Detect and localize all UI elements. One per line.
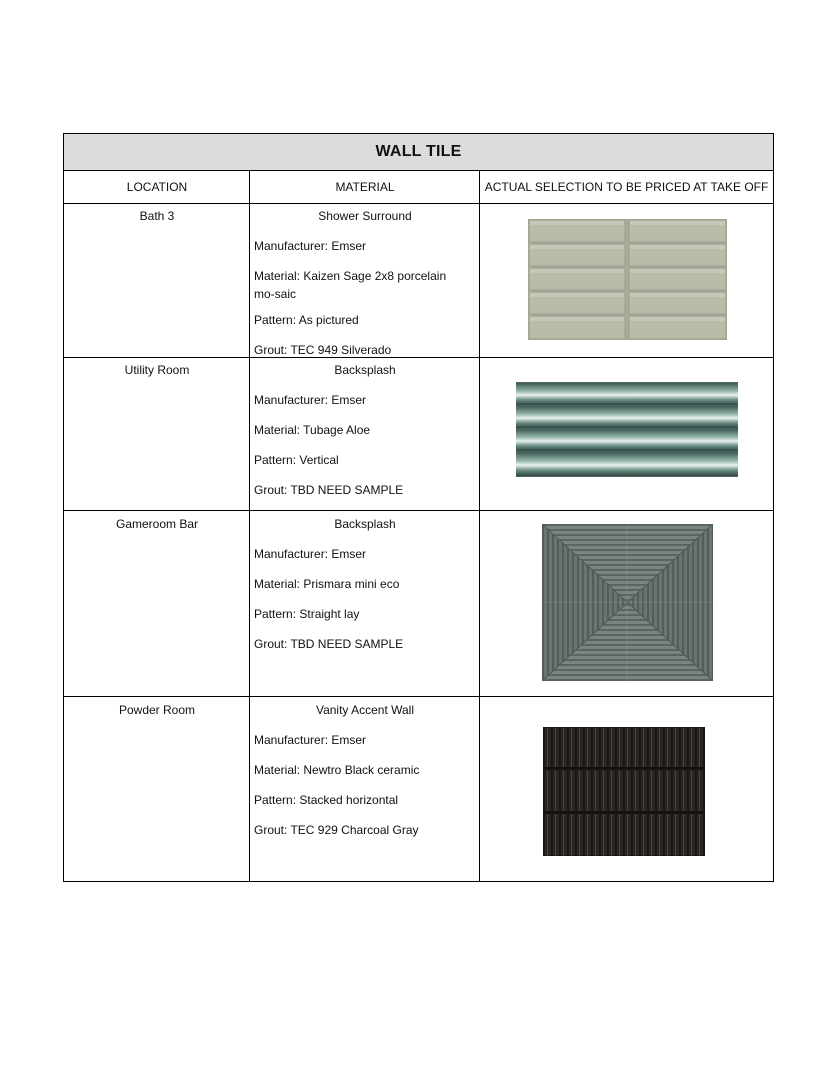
row-location: Bath 3: [139, 209, 175, 223]
material-cell: [250, 701, 480, 851]
material-cell: [250, 515, 480, 665]
header-material: MATERIAL: [335, 179, 395, 194]
pattern-text: Pattern: Stacked horizontal: [254, 793, 399, 807]
header-location: LOCATION: [126, 179, 188, 194]
material-text: Material: Tubage Aloe: [254, 423, 371, 437]
grout-text: Grout: TBD NEED SAMPLE: [254, 637, 404, 651]
row-location: Gameroom Bar: [115, 517, 199, 531]
material-cell: [250, 361, 480, 511]
prismara-mini-tile-image: [542, 524, 713, 681]
application-label: Shower Surround: [318, 209, 412, 223]
manufacturer-text: Manufacturer: Emser: [254, 393, 367, 407]
grout-text: Grout: TEC 949 Silverado: [254, 343, 392, 357]
pattern-text: Pattern: Straight lay: [254, 607, 360, 621]
tubage-aloe-tile-image: [516, 382, 738, 477]
manufacturer-text: Manufacturer: Emser: [254, 239, 367, 253]
material-text: Material: Kaizen Sage 2x8 porcelain mo-saic: [254, 269, 447, 301]
grout-text: Grout: TBD NEED SAMPLE: [254, 483, 404, 497]
material-text: Material: Prismara mini eco: [254, 577, 400, 591]
table-title: WALL TILE: [64, 134, 773, 171]
material-cell: [250, 207, 480, 371]
row-location: Powder Room: [118, 703, 196, 717]
wall-tile-table: [63, 133, 774, 882]
application-label: Vanity Accent Wall: [315, 703, 415, 717]
pattern-text: Pattern: Vertical: [254, 453, 339, 467]
manufacturer-text: Manufacturer: Emser: [254, 547, 367, 561]
row-divider: [64, 696, 773, 697]
row-location: Utility Room: [124, 363, 190, 377]
pattern-text: Pattern: As pictured: [254, 313, 359, 327]
newtro-black-tile-image: [543, 727, 705, 856]
row-divider: [64, 203, 773, 204]
header-selection: ACTUAL SELECTION TO BE PRICED AT TAKE OFF: [484, 179, 769, 194]
application-label: Backsplash: [334, 363, 396, 377]
kaizen-sage-tile-image: [528, 219, 727, 340]
grout-text: Grout: TEC 929 Charcoal Gray: [254, 823, 419, 837]
material-text: Material: Newtro Black ceramic: [254, 763, 420, 777]
application-label: Backsplash: [334, 517, 396, 531]
manufacturer-text: Manufacturer: Emser: [254, 733, 367, 747]
